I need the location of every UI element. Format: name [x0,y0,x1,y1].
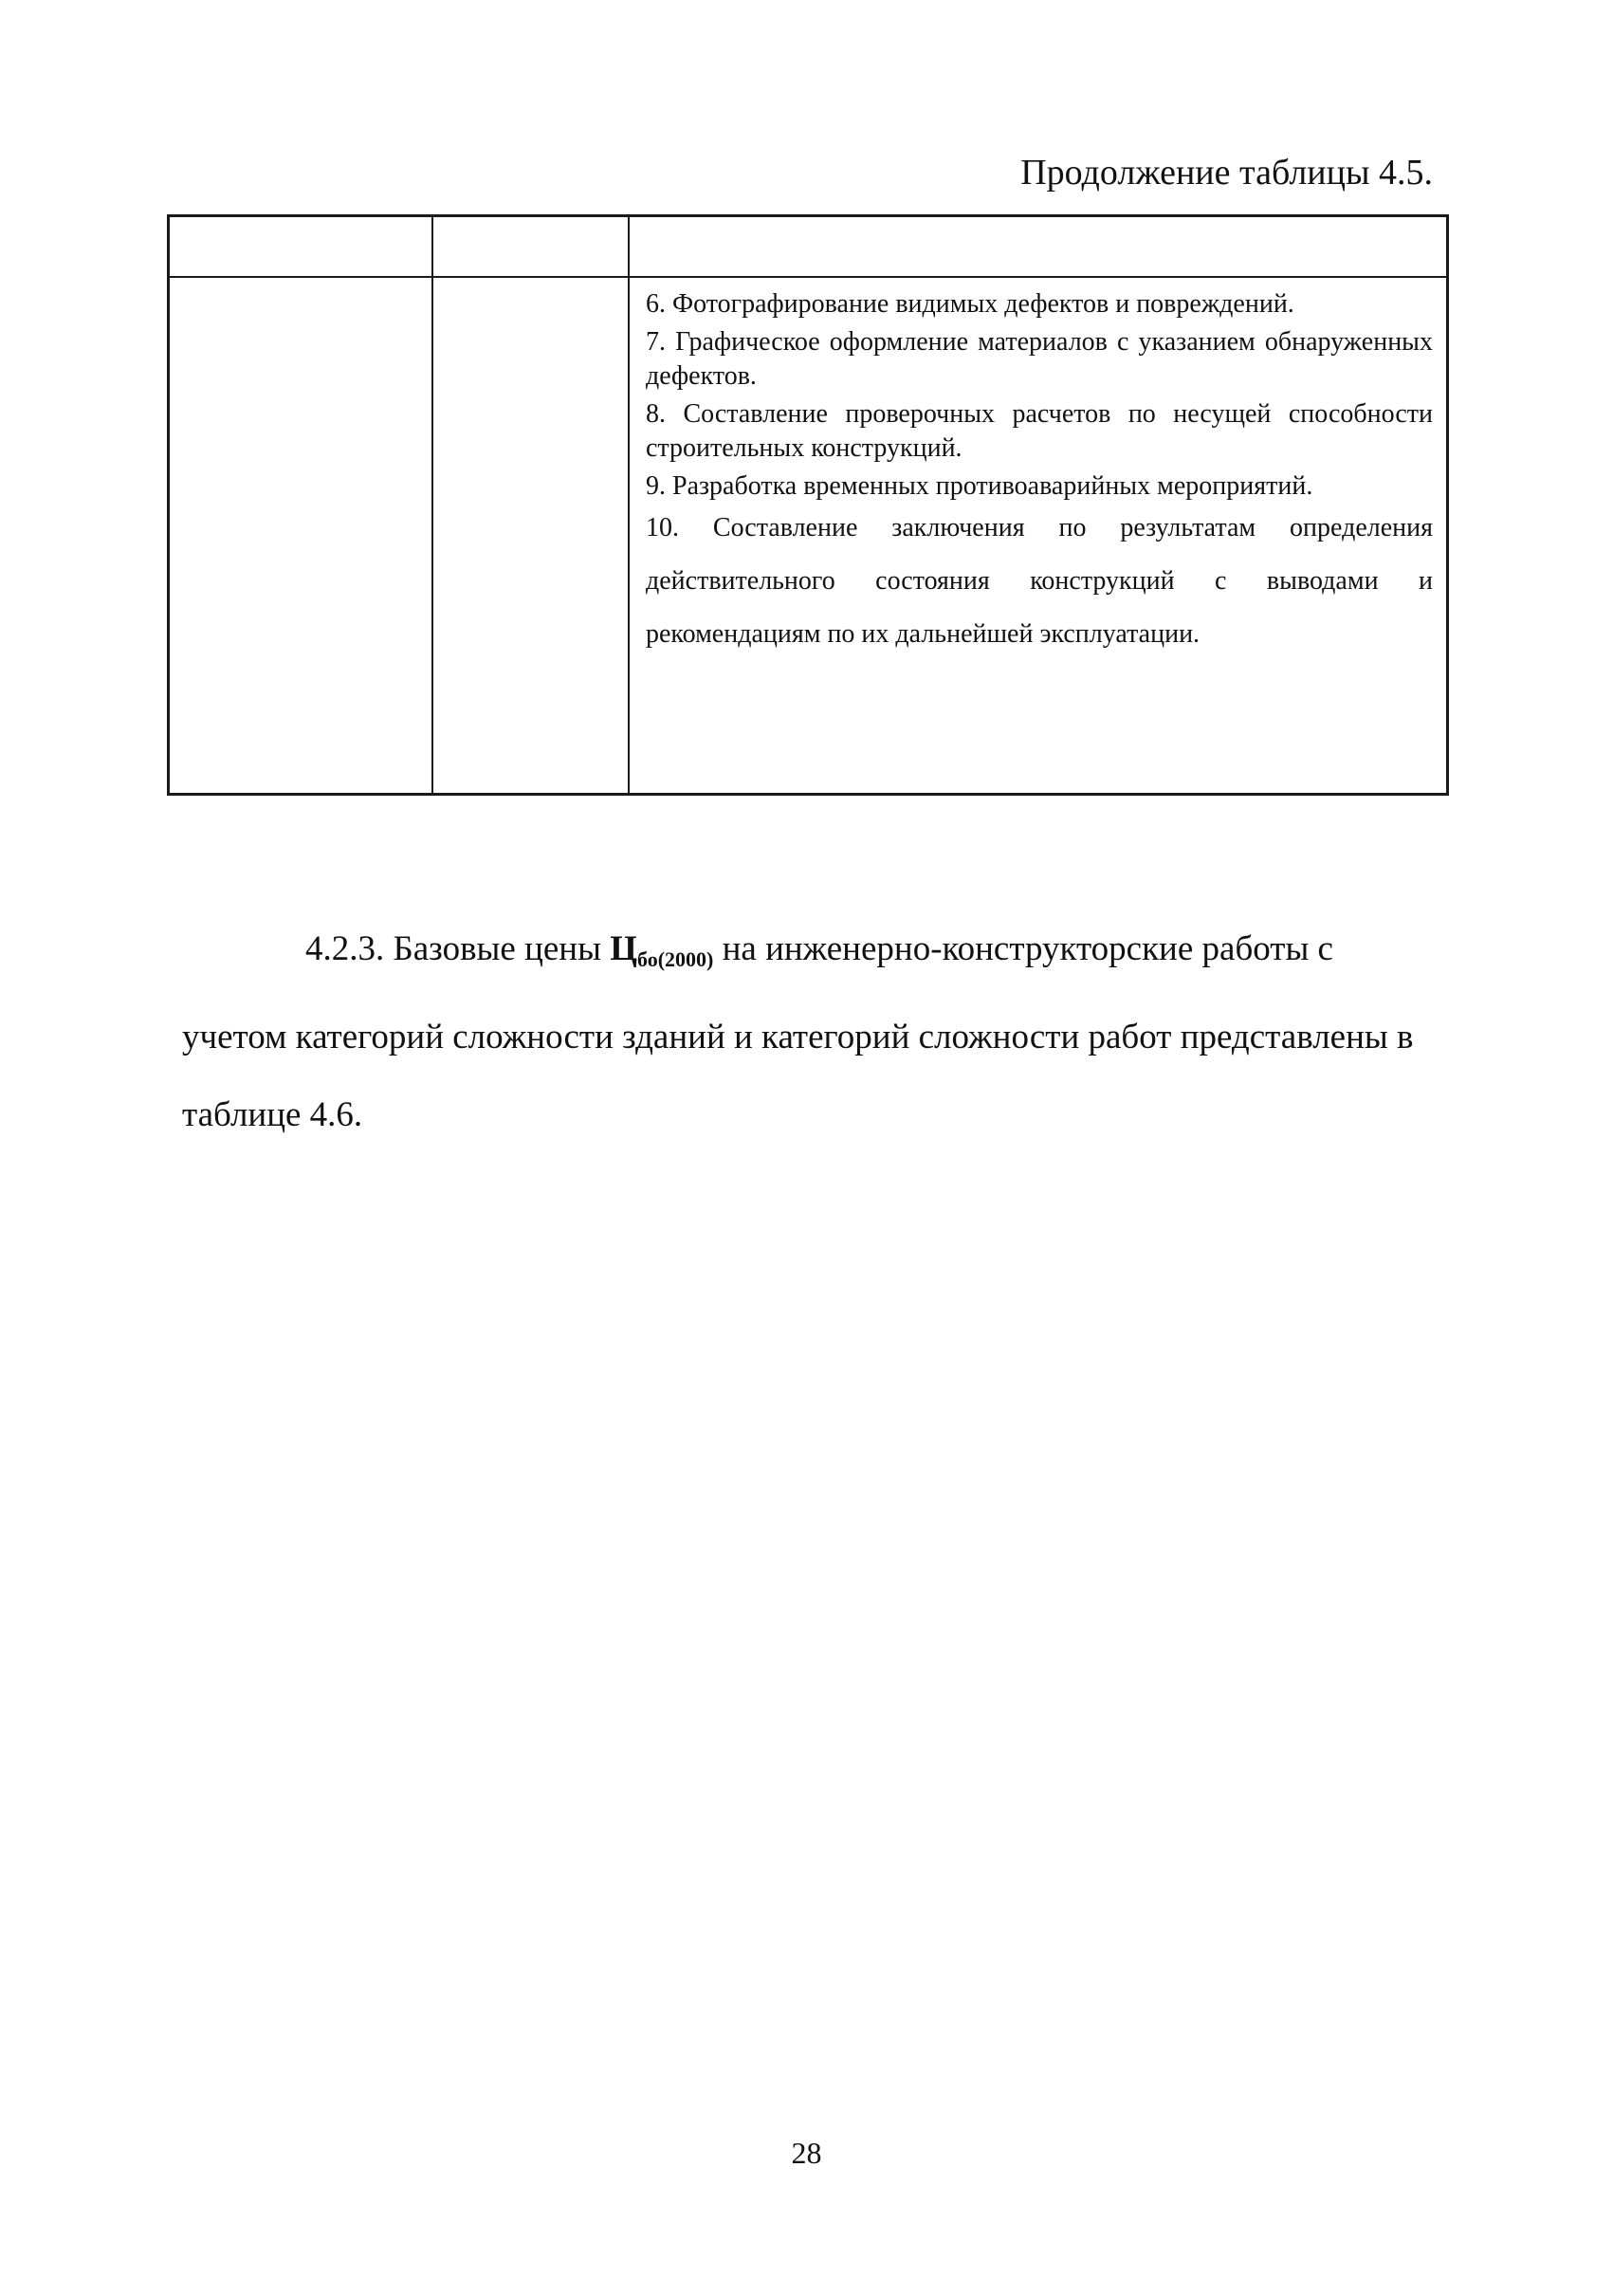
work-item-10: 10. Составление заключения по результатам определения действительного состояния конструкций с выводами и рекомендациям по их дальнейшей эксплуатации. [646,513,1433,649]
work-item-8: 8. Составление проверочных расчетов по несущей способности строительных конструкций. [646,399,1433,463]
price-symbol-subscript: бо(2000) [636,947,714,971]
page-number: 28 [791,2136,822,2170]
paragraph-lead: 4.2.3. Базовые цены [305,929,611,968]
header-row-divider [170,276,1446,278]
section-paragraph [182,910,1426,1154]
work-items-cell [646,287,1433,665]
paragraph-body: на инженерно-конструкторские работы с учетом категорий сложности зданий и категорий сложности работ представлены в таблице 4.6. [182,929,1414,1134]
table-continuation-caption: Продолжение таблицы 4.5. [1020,153,1433,193]
work-item-6: 6. Фотографирование видимых дефектов и повреждений. [646,289,1294,319]
work-item-9: 9. Разработка временных противоаварийных мероприятий. [646,471,1313,501]
price-symbol: Ц [610,929,637,968]
work-item-7: 7. Графическое оформление материалов с указанием обнаруженных дефектов. [646,327,1433,391]
column-divider-1 [431,217,433,793]
continuation-table [167,214,1449,796]
column-divider-2 [628,217,630,793]
